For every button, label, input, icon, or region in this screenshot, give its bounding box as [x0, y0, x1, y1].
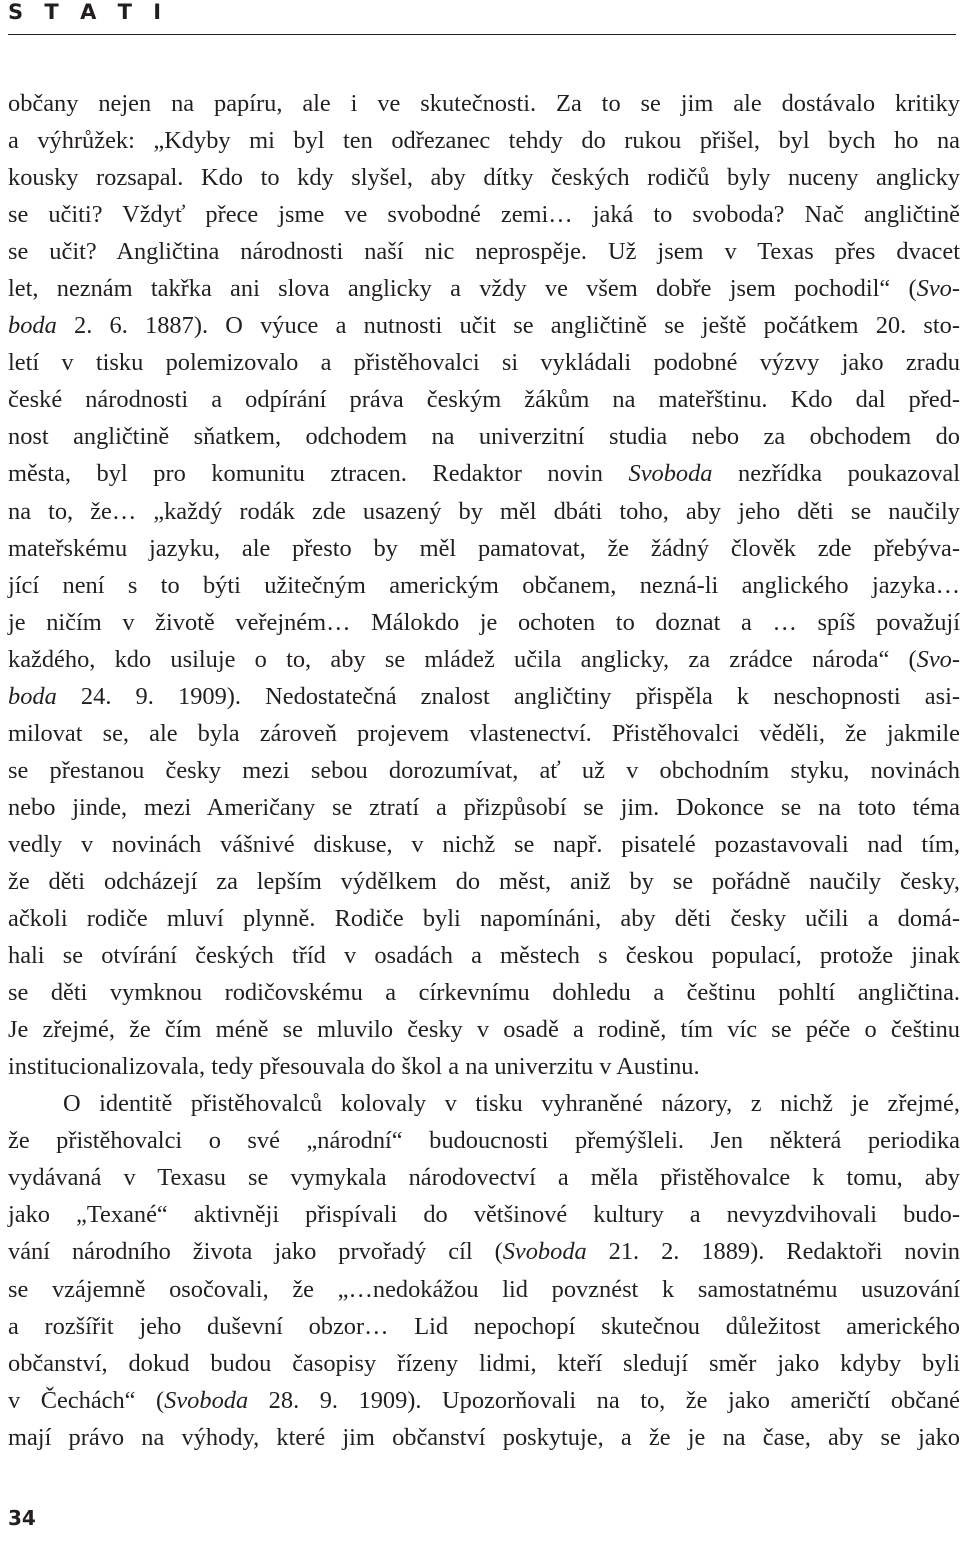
text-segment: a rozšířit jeho duševní obzor… Lid nepochopí skutečnou důležitost amerického — [8, 1312, 960, 1340]
text-line — [8, 307, 960, 344]
text-segment: se děti vymknou rodičovskému a církevnímu dohledu a češtinu pohltí angličtina. — [8, 979, 960, 1007]
text-segment: milovat se, ale byla zároveň projevem vlastenectví. Přistěhovalci věděli, že jakmile — [8, 719, 960, 747]
text-segment: 2. 6. 1887). O výuce a nutnosti učit se angličtině se ještě počátkem 20. sto- — [56, 312, 960, 340]
italic-text: Svo- — [916, 645, 960, 673]
text-line — [8, 85, 960, 122]
text-segment: že děti odcházejí za lepším výdělkem do měst, aniž by se pořádně naučily česky, — [8, 867, 960, 895]
text-line — [8, 233, 960, 270]
text-line — [8, 678, 960, 715]
page-header — [0, 0, 960, 40]
text-segment: hali se otvírání českých tříd v osadách a městech s českou populací, protože jinak — [8, 942, 960, 970]
text-line — [8, 937, 960, 974]
text-line — [8, 493, 960, 530]
text-line — [8, 1419, 960, 1456]
text-line — [8, 530, 960, 567]
text-line — [8, 641, 960, 678]
text-line — [8, 1271, 960, 1308]
text-segment: jící není s to býti užitečným americkým občanem, nezná-li anglického jazyka… — [8, 571, 960, 599]
text-segment: že přistěhovalci o své „národní“ budoucnosti přemýšleli. Jen některá periodika — [8, 1127, 960, 1155]
text-segment: každého, kdo usiluje o to, aby se mládež učila anglicky, za zrádce národa“ ( — [8, 645, 917, 673]
text-line — [8, 344, 960, 381]
text-segment: vání národního života jako prvořadý cíl ( — [8, 1238, 503, 1266]
text-segment: se přestanou česky mezi sebou dorozumívat, ať už v obchodním styku, novinách — [8, 756, 960, 784]
text-segment: se učit? Angličtina národnosti naší nic neprospěje. Už jsem v Texas přes dvacet — [8, 238, 960, 266]
text-line — [8, 974, 960, 1011]
text-line — [8, 900, 960, 937]
text-segment: kousky rozsapal. Kdo to kdy slyšel, aby dítky českých rodičů byly nuceny anglicky — [8, 164, 960, 192]
text-line — [8, 863, 960, 900]
text-line — [8, 122, 960, 159]
text-segment: let, neznám takřka ani slova anglicky a vždy ve všem dobře jsem pochodil“ ( — [8, 275, 917, 303]
italic-text: boda — [8, 312, 57, 340]
text-segment: se vzájemně osočovali, že „…nedokážou lid povznést k samostatnému usuzování — [8, 1275, 960, 1303]
text-segment: 21. 2. 1889). Redaktoři novin — [586, 1238, 960, 1266]
text-segment: institucionalizovala, tedy přesouvala do škol a na univerzitu v Austinu. — [8, 1053, 700, 1081]
text-segment: a výhrůžek: „Kdyby mi byl ten odřezanec tehdy do rukou přišel, byl bych ho na — [8, 127, 960, 155]
text-line — [8, 1122, 960, 1159]
text-segment: v Čechách“ ( — [8, 1386, 165, 1414]
text-segment: občany nejen na papíru, ale i ve skutečnosti. Za to se jim ale dostávalo kritiky — [8, 90, 960, 117]
text-line — [8, 196, 960, 233]
text-segment: 28. 9. 1909). Upozorňovali na to, že jako američtí občané — [248, 1386, 960, 1414]
text-line — [8, 826, 960, 863]
text-segment: nezřídka poukazoval — [712, 460, 960, 488]
text-line — [8, 1308, 960, 1345]
text-line — [8, 567, 960, 604]
header-rule — [8, 34, 956, 35]
italic-text: Svo- — [916, 275, 960, 303]
text-segment: letí v tisku polemizovalo a přistěhovalci si vykládali podobné výzvy jako zradu — [8, 349, 960, 377]
text-segment: na to, že… „každý rodák zde usazený by měl dbáti toho, aby jeho děti se naučily — [8, 497, 960, 525]
text-segment: Je zřejmé, že čím méně se mluvilo česky v osadě a rodině, tím víc se péče o češtinu — [8, 1016, 960, 1044]
text-line — [8, 1196, 960, 1233]
text-segment: jako „Texané“ aktivněji přispívali do většinové kultury a nevyzdvihovali budo- — [8, 1201, 960, 1229]
body-text — [8, 85, 960, 1456]
text-segment: vydávaná v Texasu se vymykala národovectví a měla přistěhovalce k tomu, aby — [8, 1164, 960, 1192]
italic-text: Svoboda — [628, 460, 713, 488]
text-line — [8, 1048, 960, 1085]
text-line — [8, 455, 960, 492]
text-line — [8, 789, 960, 826]
text-line — [8, 1085, 960, 1122]
text-line — [8, 715, 960, 752]
text-line — [8, 159, 960, 196]
text-segment: 24. 9. 1909). Nedostatečná znalost angličtiny přispěla k neschopnosti asi- — [56, 682, 960, 710]
text-segment: města, byl pro komunitu ztracen. Redaktor novin — [8, 460, 629, 488]
text-line — [8, 418, 960, 455]
text-segment: nebo jinde, mezi Američany se ztratí a přizpůsobí se jim. Dokonce se na toto téma — [8, 793, 960, 821]
page-number: 34 — [8, 1506, 36, 1530]
text-segment: je ničím v životě veřejném… Málokdo je ochoten to doznat a … spíš považují — [8, 608, 960, 636]
text-line — [8, 1382, 960, 1419]
text-line — [8, 1233, 960, 1270]
italic-text: Svoboda — [164, 1386, 249, 1414]
text-line — [8, 604, 960, 641]
italic-text: Svoboda — [502, 1238, 587, 1266]
text-line — [8, 752, 960, 789]
text-line — [8, 1159, 960, 1196]
text-line — [8, 1345, 960, 1382]
text-segment: se učiti? Vždyť přece jsme ve svobodné zemi… jaká to svoboda? Nač angličtině — [8, 201, 960, 229]
text-line — [8, 381, 960, 418]
section-title: S T A T I — [8, 0, 169, 24]
text-line — [8, 270, 960, 307]
text-segment: vedly v novinách vášnivé diskuse, v nichž se např. pisatelé pozastavovali nad tím, — [8, 830, 960, 858]
text-segment: české národnosti a odpírání práva českým žákům na mateřštinu. Kdo dal před- — [8, 386, 960, 414]
text-segment: ačkoli rodiče mluví plynně. Rodiče byli napomínáni, aby děti česky učili a domá- — [8, 905, 960, 933]
text-segment: občanství, dokud budou časopisy řízeny lidmi, kteří sledují směr jako kdyby byli — [8, 1349, 960, 1377]
text-segment: mají právo na výhody, které jim občanství poskytuje, a že je na čase, aby se jako — [8, 1423, 960, 1451]
text-line — [8, 1011, 960, 1048]
text-segment: O identitě přistěhovalců kolovaly v tisku vyhraněné názory, z nichž je zřejmé, — [63, 1090, 960, 1118]
text-segment: mateřskému jazyku, ale přesto by měl pamatovat, že žádný člověk zde přebýva- — [8, 534, 960, 562]
text-segment: nost angličtině sňatkem, odchodem na univerzitní studia nebo za obchodem do — [8, 423, 960, 451]
italic-text: boda — [8, 682, 57, 710]
